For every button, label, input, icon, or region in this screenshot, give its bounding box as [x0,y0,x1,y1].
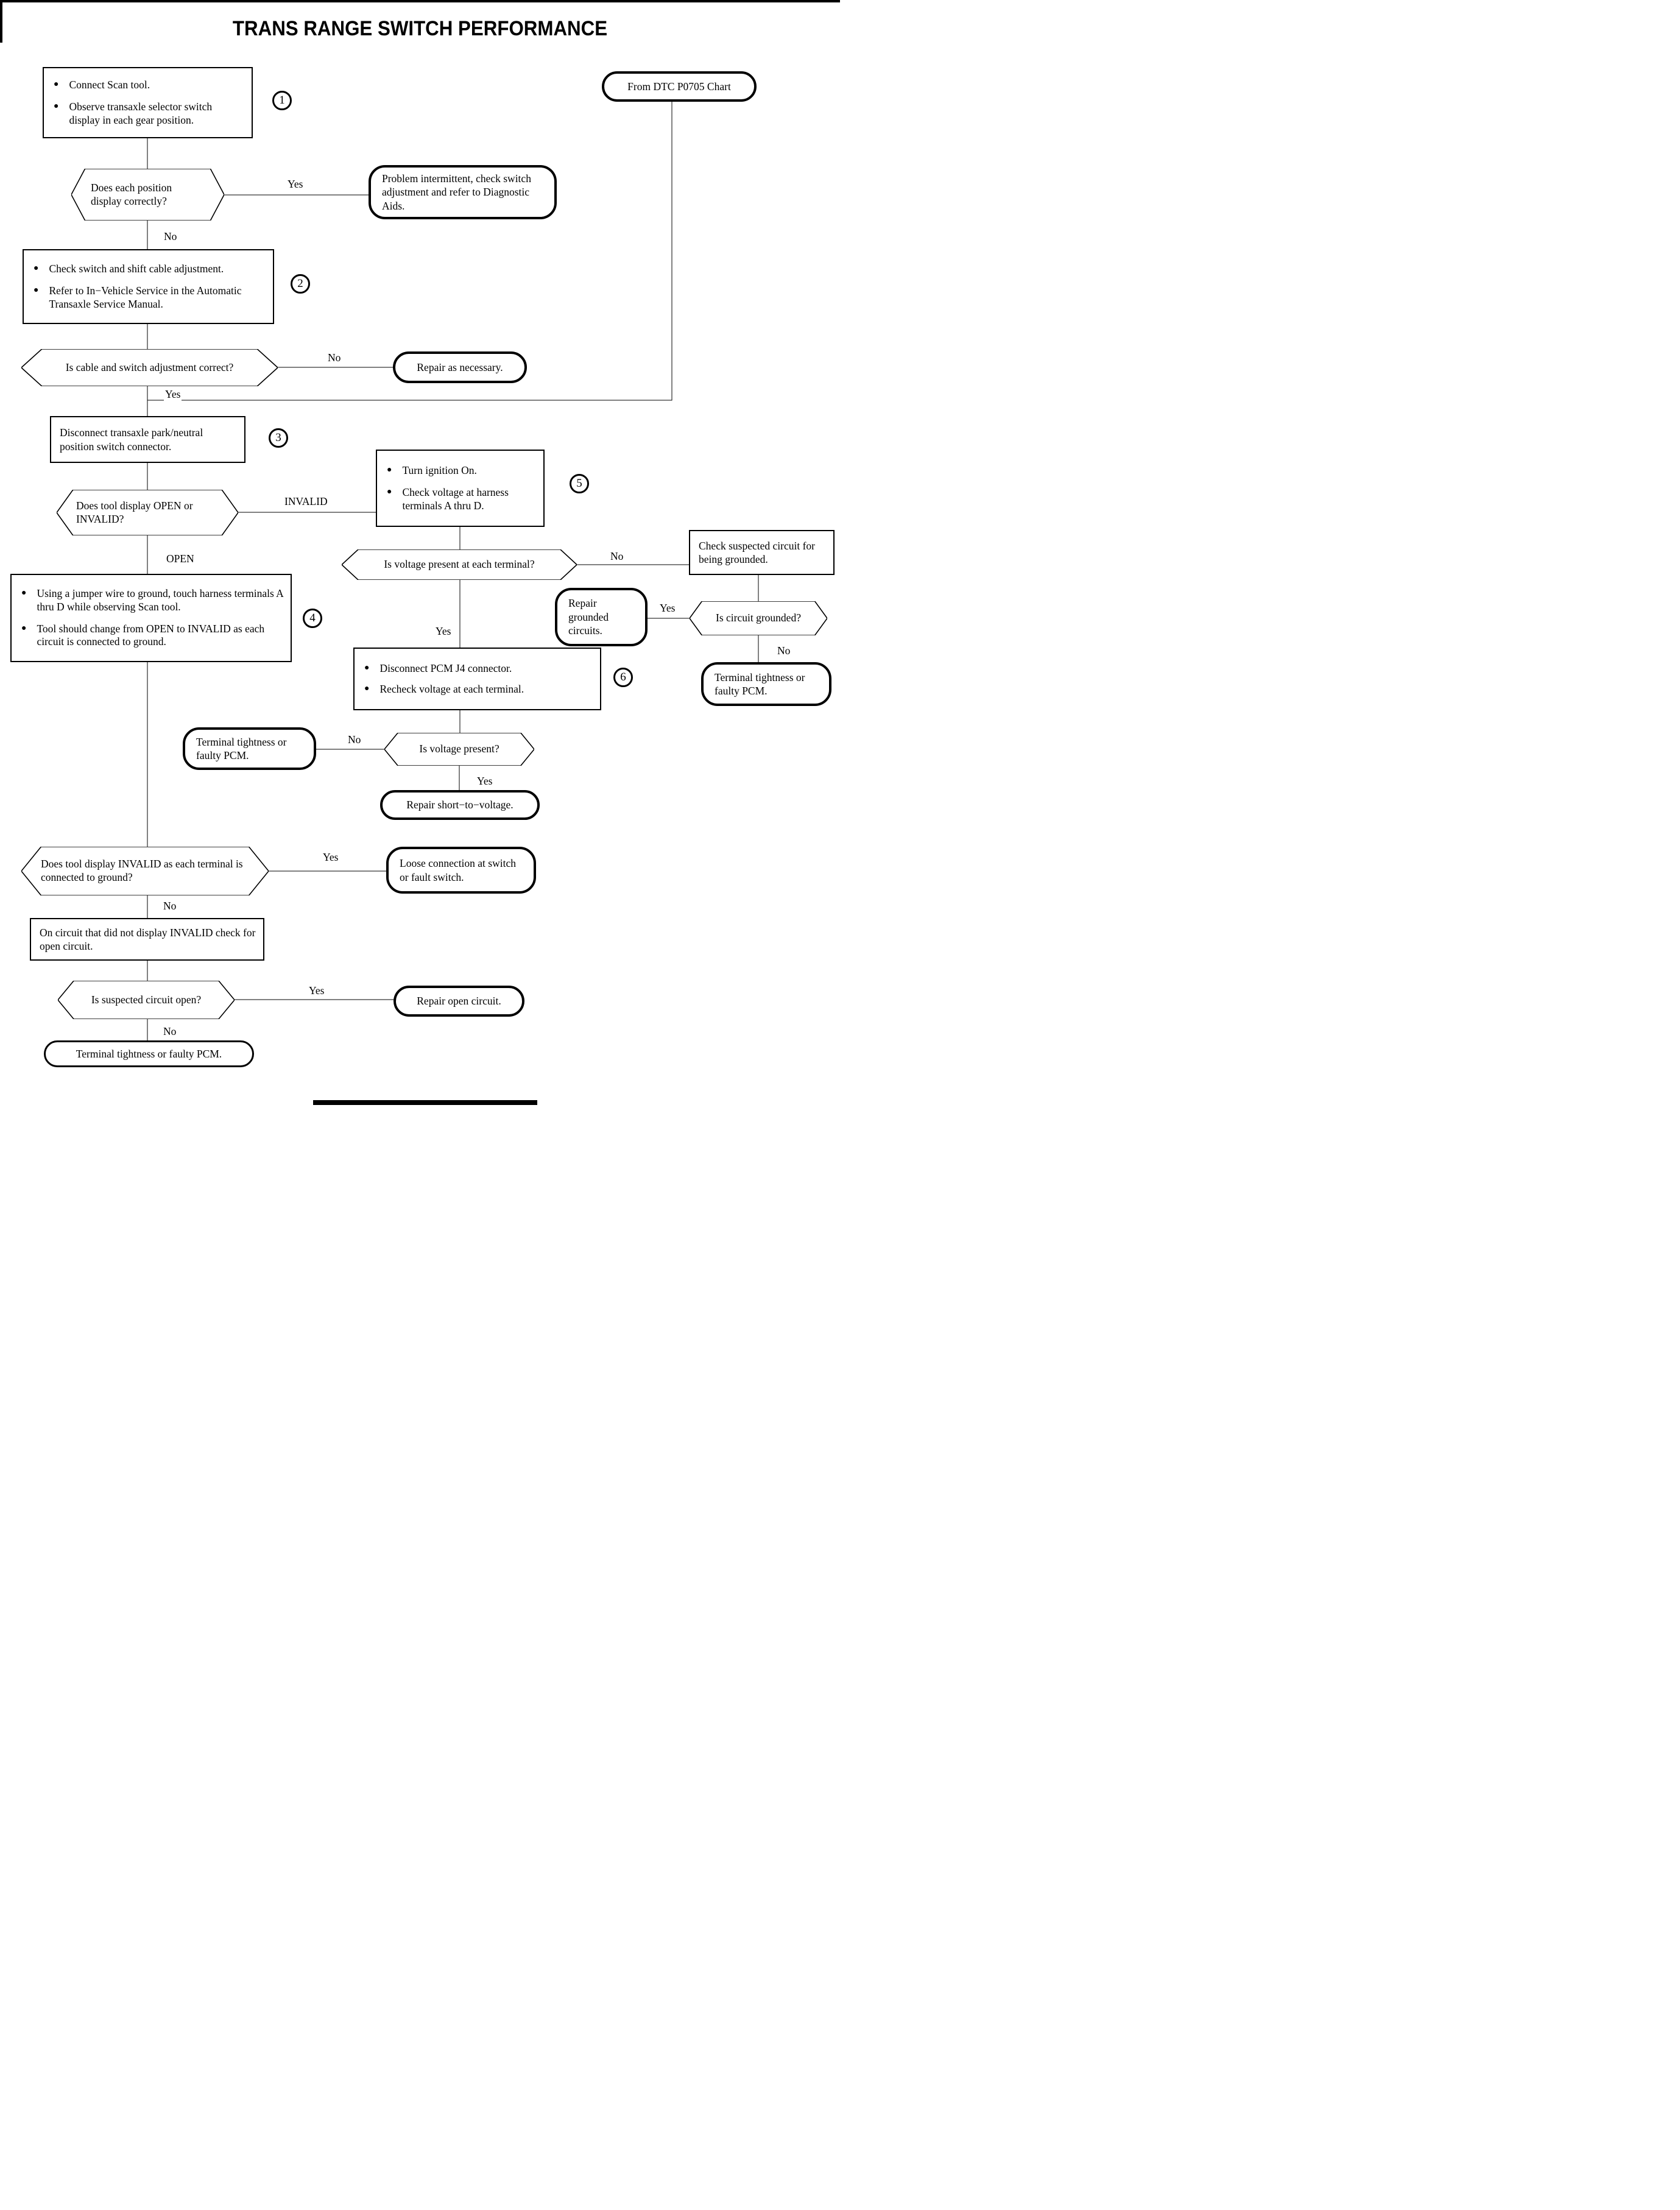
step-number-6: 6 [613,668,633,687]
outcome-label: Terminal tightness or faulty PCM. [715,671,805,697]
edge-label-yes: Yes [165,388,181,400]
outcome-repair-short [380,790,540,820]
decision-label: Is circuit grounded? [716,612,801,624]
step-5-bullet: Turn ignition On. [402,464,477,476]
outcome-label: Repair as necessary. [417,361,503,373]
edge-label-no: No [777,644,791,657]
step-6-bullet: Disconnect PCM J4 connector. [379,662,512,675]
outcome-label: Repair open circuit. [417,995,501,1008]
step-1-box [43,67,253,138]
step-3-box: Disconnect transaxle park/neutral position switch connector. [50,416,245,463]
decision-label: Does tool display INVALID as each terminal is connected to ground? [41,858,243,883]
decision-cable-adjustment [21,349,278,386]
step-1-bullet: Connect Scan tool. [69,78,150,91]
step-number-2: 2 [291,274,310,294]
bullet-icon: ● [364,663,370,673]
page-title: TRANS RANGE SWITCH PERFORMANCE [232,17,608,40]
bullet-icon: ● [34,263,39,273]
step-4-bullet: Tool should change from OPEN to INVALID as each circuit is connected to ground. [37,623,265,648]
edge-label-no: No [163,1025,177,1037]
edge-label-yes: Yes [436,625,451,637]
outcome-label: Repair short−to−voltage. [406,799,514,811]
outcome-loose-connection [386,847,536,894]
step-number-4: 4 [303,609,322,628]
flowchart-page [0,0,840,1105]
step-5-box [376,450,545,527]
step-4-bullet: Using a jumper wire to ground, touch harness terminals A thru D while observing Scan tool. [37,587,283,613]
outcome-label: Loose connection at switch or fault switch. [400,857,516,883]
edge-label-yes: Yes [309,984,325,997]
decision-circuit-grounded [690,601,827,635]
edge-label-no: No [328,351,341,364]
outcome-label: Repair grounded circuits. [568,597,609,637]
step-2-bullet: Refer to In−Vehicle Service in the Automatic Transaxle Service Manual. [49,284,242,310]
step-6-bullet: Recheck voltage at each terminal. [379,682,524,695]
bullet-icon: ● [21,624,27,633]
bullet-icon: ● [34,286,39,295]
step-4-box [10,574,292,662]
outcome-label: Problem intermittent, check switch adjustment and refer to Diagnostic Aids. [382,172,531,212]
edge-label-no: No [163,900,177,912]
edge-label-no: No [164,230,177,242]
decision-label: Is suspected circuit open? [91,993,202,1006]
outcome-repair-necessary [393,351,527,383]
outcome-pcm-right [701,662,831,706]
outcome-repair-open [394,986,524,1017]
start-terminator [602,71,757,102]
decision-label: Does tool display OPEN or INVALID? [76,499,193,525]
decision-position-display [71,169,224,221]
bullet-icon: ● [54,102,59,111]
bullet-icon: ● [387,465,392,475]
edge-label-yes: Yes [660,602,676,614]
edge-label-no: No [348,733,361,746]
bullet-icon: ● [54,79,59,89]
decision-circuit-open [58,981,235,1019]
step-2-bullet: Check switch and shift cable adjustment. [49,262,224,275]
edge-label-no: No [610,550,624,562]
outcome-pcm-left [183,727,316,770]
edge-label-yes: Yes [477,775,493,787]
edge-label-yes: Yes [323,851,339,863]
decision-label: Is voltage present at each terminal? [384,558,535,571]
edge-label-invalid: INVALID [284,495,328,507]
decision-open-invalid [57,490,238,535]
decision-voltage-present [384,733,534,766]
outcome-intermittent [369,165,557,219]
bullet-icon: ● [364,683,370,693]
outcome-label: Terminal tightness or faulty PCM. [76,1047,222,1060]
decision-invalid-each-terminal [21,847,269,895]
outcome-pcm-bottom [44,1040,254,1067]
step-number-1: 1 [272,91,292,110]
decision-label: Is cable and switch adjustment correct? [65,361,234,373]
outcome-repair-grounded [555,588,648,646]
open-circuit-check-box: On circuit that did not display INVALID check for open circuit. [30,918,264,961]
step-6-box [353,648,601,710]
step-number-5: 5 [570,474,589,493]
outcome-label: Terminal tightness or faulty PCM. [196,735,287,761]
bullet-icon: ● [21,588,27,598]
start-label: From DTC P0705 Chart [627,80,731,93]
check-grounded-box: Check suspected circuit for being grounded. [689,530,835,575]
step-2-box [23,249,274,324]
decision-label: Is voltage present? [419,743,499,755]
step-number-3: 3 [269,428,288,448]
decision-voltage-each-terminal [342,549,577,580]
bullet-icon: ● [387,487,392,497]
step-1-bullet: Observe transaxle selector switch display in each gear position. [69,101,213,126]
edge-label-yes: Yes [288,178,303,190]
step-5-bullet: Check voltage at harness terminals A thru D. [402,486,509,512]
edge-label-open: OPEN [166,552,194,565]
decision-label: Does each position display correctly? [91,181,172,207]
